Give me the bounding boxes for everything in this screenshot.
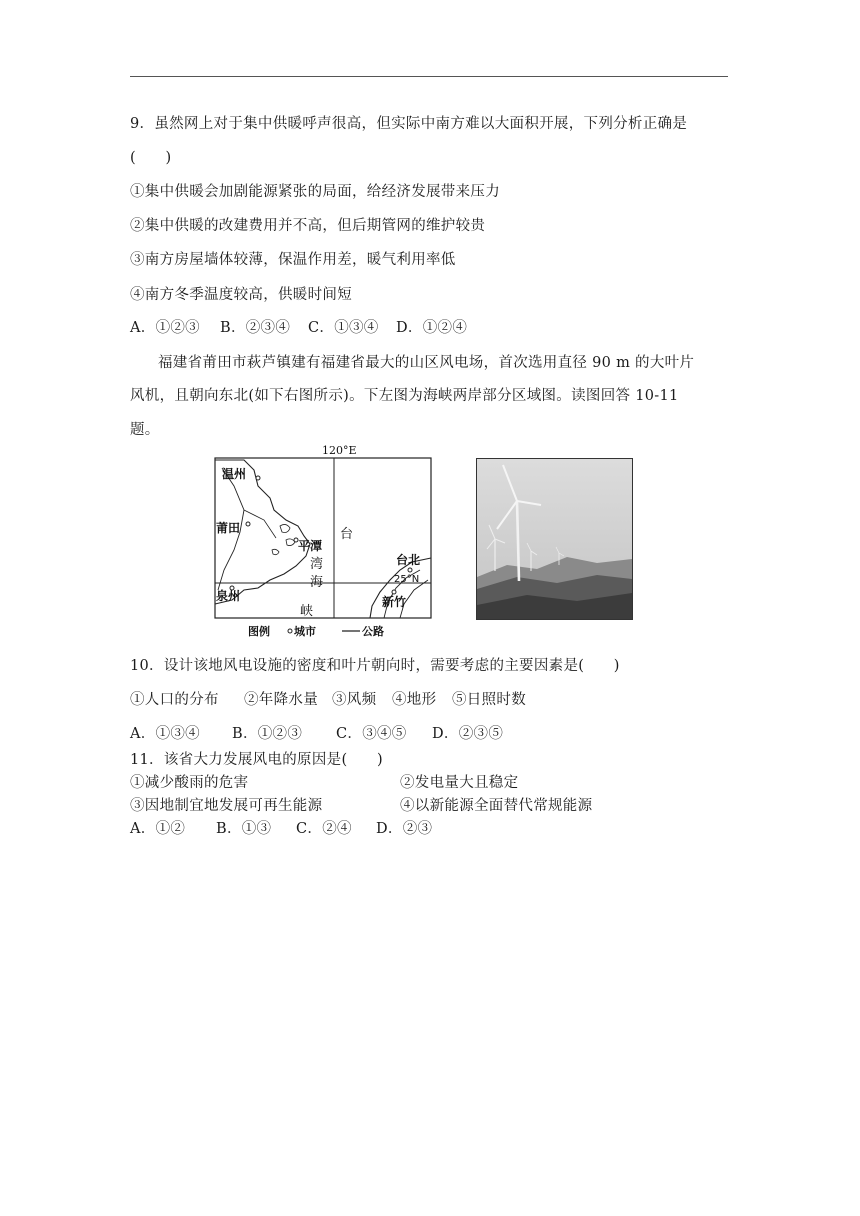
passage-line-2: 风机，且朝向东北(如下右图所示)。下左图为海峡两岸部分区域图。读图回答 10-11: [130, 388, 679, 404]
sea-char-4: 峡: [300, 604, 314, 619]
q10-stem: 10．设计该地风电设施的密度和叶片朝向时，需要考虑的主要因素是( ): [130, 658, 620, 674]
sea-char-2: 湾: [310, 557, 324, 572]
q9-option-b[interactable]: B．②③④: [220, 320, 291, 336]
q11-item-4: ④以新能源全面替代常规能源: [400, 798, 593, 814]
q10-options: [130, 722, 503, 743]
q11-item-1: ①减少酸雨的危害: [130, 775, 249, 791]
q11-item-3: ③因地制宜地发展可再生能源: [130, 798, 323, 814]
q11-option-c[interactable]: C．②④: [296, 821, 352, 837]
q10-items: [130, 688, 526, 709]
q10-item-4: ④地形: [392, 692, 437, 708]
q9-item-2: ②集中供暖的改建费用并不高，但后期管网的维护较贵: [130, 218, 486, 234]
q9-option-a[interactable]: A．①②③: [130, 320, 200, 336]
lon-label: 120°E: [322, 444, 357, 457]
place-xinzhu: 新竹: [382, 595, 407, 609]
place-wenzhou: 温州: [222, 467, 247, 481]
q11-item-2: ②发电量大且稳定: [400, 775, 519, 791]
q10-item-1: ①人口的分布: [130, 692, 219, 708]
q11-option-b[interactable]: B．①③: [216, 821, 272, 837]
strait-map: [214, 440, 432, 640]
q10-item-5: ⑤日照时数: [452, 692, 526, 708]
passage-line-3: 题。: [130, 422, 160, 438]
q9-options: [130, 316, 467, 337]
legend-title: 图例: [248, 625, 270, 638]
q11-stem: 11．该省大力发展风电的原因是( ): [130, 752, 383, 768]
passage-line-1: 福建省莆田市萩芦镇建有福建省最大的山区风电场，首次选用直径 90 m 的大叶片: [158, 355, 695, 371]
legend-road: 公路: [362, 625, 384, 638]
place-quanzhou: 泉州: [216, 589, 241, 603]
q9-item-4: ④南方冬季温度较高，供暖时间短: [130, 287, 352, 303]
place-pingtan: 平潭: [298, 539, 323, 553]
sea-char-3: 海: [310, 575, 324, 590]
q10-option-a[interactable]: A．①③④: [130, 726, 200, 742]
q9-answer-paren: ( ): [130, 150, 172, 166]
q9-option-d[interactable]: D．①②④: [396, 320, 468, 336]
place-putian: 莆田: [216, 521, 241, 535]
q10-option-c[interactable]: C．③④⑤: [336, 726, 407, 742]
lat-label: 25°N: [394, 574, 420, 585]
q11-items-row-1: [130, 771, 518, 792]
q9-option-c[interactable]: C．①③④: [308, 320, 379, 336]
header-rule: [130, 76, 728, 77]
q9-stem: 9．虽然网上对于集中供暖呼声很高，但实际中南方难以大面积开展，下列分析正确是: [130, 116, 688, 132]
sea-char-1: 台: [340, 527, 354, 542]
legend-city: 城市: [294, 625, 316, 638]
wind-turbine-photo: [476, 458, 633, 620]
q10-item-3: ③风频: [332, 692, 377, 708]
place-taibei: 台北: [396, 553, 421, 567]
q9-item-3: ③南方房屋墙体较薄，保温作用差，暖气利用率低: [130, 252, 456, 268]
q9-item-1: ①集中供暖会加剧能源紧张的局面，给经济发展带来压力: [130, 184, 500, 200]
q10-option-d[interactable]: D．②③⑤: [432, 726, 504, 742]
q10-item-2: ②年降水量: [244, 692, 318, 708]
q11-options: [130, 817, 432, 838]
q11-option-d[interactable]: D．②③: [376, 821, 433, 837]
q10-option-b[interactable]: B．①②③: [232, 726, 303, 742]
q11-items-row-2: [130, 794, 592, 815]
q11-option-a[interactable]: A．①②: [130, 821, 186, 837]
